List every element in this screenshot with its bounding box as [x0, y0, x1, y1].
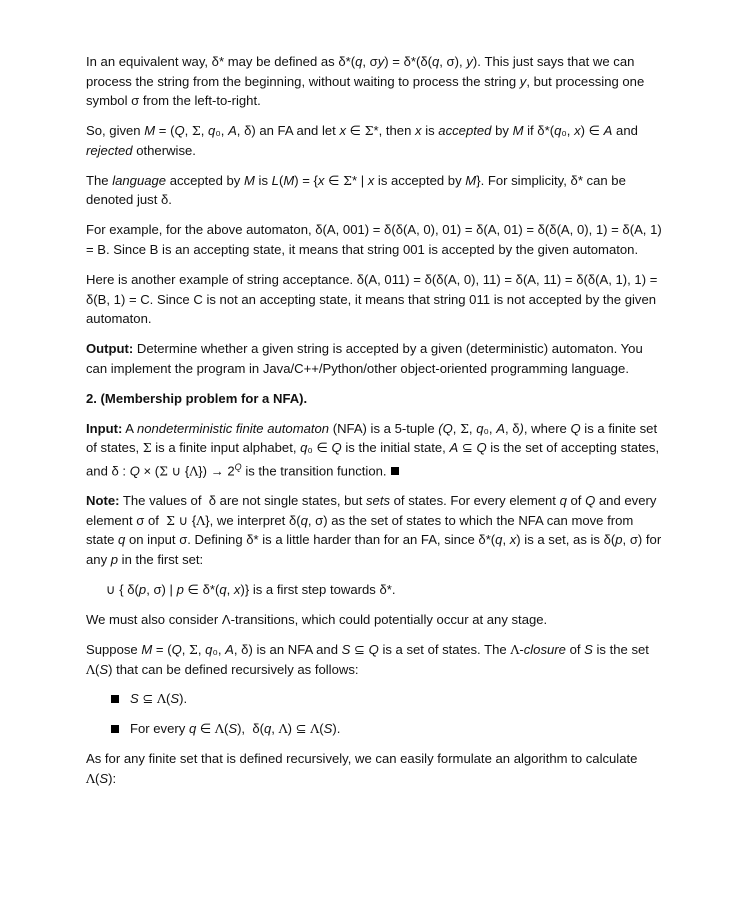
- input-label: Input:: [86, 420, 123, 436]
- square-bullet-icon: [111, 695, 119, 703]
- paragraph-note: Note: The values of δ are not single states, but sets of states. For every element q of Q and every element σ of Σ ∪ {Λ}, we interpret δ(q, σ) as the set of states to which the NFA can move from state q on input σ. Defining δ* is a little harder than for an FA, since δ*(q, x) is a set, as is δ(p, σ) for any p in the first set:: [86, 493, 662, 567]
- paragraph-delta-star-definition: In an equivalent way, δ* may be defined as δ*(q, σy) = δ*(δ(q, σ), y). This just says that we can process the string from the beginning, without waiting to process the string y, but processing one symbol σ from the left-to-right.: [86, 54, 645, 109]
- union-formula-line: ∪ { δ(p, σ) | p ∈ δ*(q, x)} is a first step towards δ*.: [106, 581, 396, 597]
- document-page: [86, 52, 664, 799]
- lambda-transitions-line: We must also consider Λ-transitions, which could potentially occur at any stage.: [86, 611, 548, 627]
- square-bullet-icon: [111, 725, 119, 733]
- list-item: S ⊆ Λ(S).: [86, 689, 664, 709]
- paragraph-example-001: For example, for the above automaton, δ(A, 001) = δ(δ(A, 0), 01) = δ(A, 01) = δ(δ(A, 0), 1) = δ(A, 1) = B. Since B is an accepting state, it means that string 001 is accepted by the given automaton.: [86, 222, 662, 257]
- paragraph-algorithm-intro: As for any finite set that is defined recursively, we can easily formulate an algorithm to calculate Λ(S):: [86, 751, 638, 787]
- qed-square-icon: [391, 467, 399, 475]
- section-heading: 2. (Membership problem for a NFA).: [86, 390, 308, 406]
- paragraph-output: [86, 339, 664, 378]
- closure-rules-list: [86, 689, 664, 739]
- paragraph-lambda-closure: Suppose M = (Q, Σ, q₀, A, δ) is an NFA and S ⊆ Q is a set of states. The Λ-closure of S is the set Λ(S) that can be defined recursively as follows:: [86, 641, 649, 677]
- paragraph-language-definition: The language accepted by M is L(M) = {x ∈ Σ* | x is accepted by M}. For simplicity, δ* can be denoted just δ.: [86, 172, 626, 208]
- note-label: Note:: [86, 493, 120, 509]
- list-item: For every q ∈ Λ(S), δ(q, Λ) ⊆ Λ(S).: [86, 719, 664, 739]
- output-label: Output:: [86, 341, 134, 357]
- paragraph-acceptance-definition: So, given M = (Q, Σ, q₀, A, δ) an FA and let x ∈ Σ*, then x is accepted by M if δ*(q₀, x) ∈ A and rejected otherwise.: [86, 123, 638, 158]
- paragraph-example-011: Here is another example of string acceptance. δ(A, 011) = δ(δ(A, 0), 11) = δ(A, 11) = δ(δ(A, 1), 1) = δ(B, 1) = C. Since C is not an accepting state, it means that string 011 is not accepted by the given automaton.: [86, 271, 658, 327]
- output-text: Determine whether a given string is accepted by a given (deterministic) automaton. You can implement the program in Java/C++/Python/other object-oriented programming language.: [86, 341, 643, 376]
- paragraph-input: Input: A nondeterministic finite automaton (NFA) is a 5-tuple (Q, Σ, q₀, A, δ), where Q is a finite set of states, Σ is a finite input alphabet, q₀ ∈ Q is the initial state, A ⊆ Q is the set of accepting states, and δ : Q × (Σ ∪ $\{\Lambda\}) \to 2^Q$ is the transition function.: [86, 420, 660, 479]
